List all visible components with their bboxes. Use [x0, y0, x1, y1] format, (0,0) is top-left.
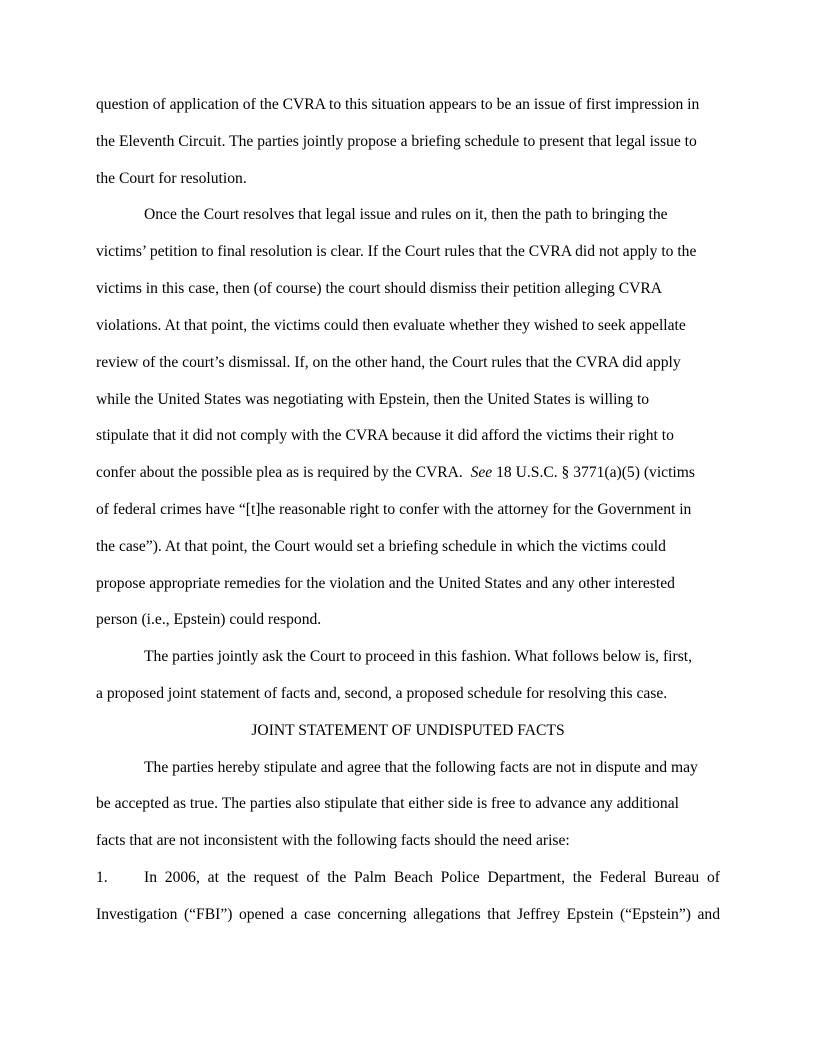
line-11-part-a: confer about the possible plea as is required by the CVRA.	[96, 464, 471, 481]
paragraph-line-17: a proposed joint statement of facts and, second, a proposed schedule for resolving this case.	[96, 685, 668, 702]
item-1-line-1: In 2006, at the request of the Palm Beach Police Department, the Federal Bureau of	[144, 869, 720, 886]
paragraph-line-2: the Eleventh Circuit. The parties jointly propose a briefing schedule to present that legal issue to	[96, 133, 697, 150]
section-heading: JOINT STATEMENT OF UNDISPUTED FACTS	[251, 722, 565, 739]
item-1-line-2: Investigation (“FBI”) opened a case concerning allegations that Jeffrey Epstein (“Epstein”) and	[96, 906, 720, 923]
paragraph-line-6: victims in this case, then (of course) the court should dismiss their petition alleging CVRA	[96, 280, 663, 297]
facts-line-3: facts that are not inconsistent with the following facts should the need arise:	[96, 832, 570, 849]
paragraph-line-7: violations. At that point, the victims could then evaluate whether they wished to seek appellate	[96, 317, 686, 334]
line-11-part-b: 18 U.S.C. § 3771(a)(5) (victims	[492, 464, 695, 481]
citation-signal: See	[470, 464, 493, 481]
paragraph-line-13: the case”). At that point, the Court would set a briefing schedule in which the victims could	[96, 538, 666, 555]
paragraph-line-15: person (i.e., Epstein) could respond.	[96, 611, 322, 628]
facts-line-2: be accepted as true. The parties also stipulate that either side is free to advance any additional	[96, 795, 679, 812]
paragraph-line-5: victims’ petition to final resolution is clear. If the Court rules that the CVRA did not apply to the	[96, 243, 697, 260]
paragraph-line-1: question of application of the CVRA to this situation appears to be an issue of first impression in	[96, 96, 700, 113]
item-number: 1.	[96, 869, 108, 886]
paragraph-line-9: while the United States was negotiating with Epstein, then the United States is willing to	[96, 391, 650, 408]
paragraph-line-12: of federal crimes have “[t]he reasonable right to confer with the attorney for the Government in	[96, 501, 692, 518]
paragraph-line-11	[96, 463, 720, 483]
facts-line-1: The parties hereby stipulate and agree that the following facts are not in dispute and may	[144, 759, 698, 776]
paragraph-line-10: stipulate that it did not comply with the CVRA because it did afford the victims their right to	[96, 427, 674, 444]
paragraph-line-4: Once the Court resolves that legal issue and rules on it, then the path to bringing the	[144, 206, 668, 223]
paragraph-line-16: The parties jointly ask the Court to proceed in this fashion. What follows below is, first,	[144, 648, 692, 665]
paragraph-line-14: propose appropriate remedies for the violation and the United States and any other interested	[96, 575, 675, 592]
paragraph-line-8: review of the court’s dismissal. If, on the other hand, the Court rules that the CVRA did apply	[96, 354, 681, 371]
paragraph-line-3: the Court for resolution.	[96, 170, 247, 187]
